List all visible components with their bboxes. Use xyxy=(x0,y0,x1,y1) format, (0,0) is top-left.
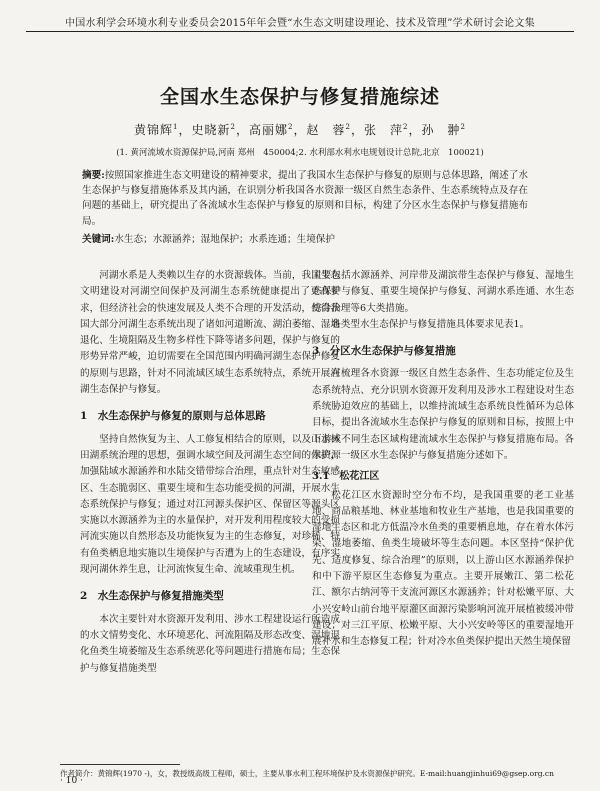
section-2-continued: 主要包括水源涵养、河岸带及湖滨带生态保护与修复、湿地生态保护与修复、重要生境保护与修复、河湖水系连通、水生态综合治理等6大类措施。 xyxy=(312,270,574,314)
abstract-text: 按照国家推进生态文明建设的精神要求，提出了我国水生态保护与修复的原则与总体思路，阐述了水生态保护与修复措施体系及其内涵，在识别分析我国各水资源一级区自然生态条件、生态系统特点及存在问题的基础上，研究提出了各流域水生态保护与修复的原则和目标，构建了分区水生态保护与修复措施布局。 xyxy=(82,170,528,227)
keywords-label: 关键词: xyxy=(82,234,115,245)
keywords xyxy=(82,232,528,247)
author: 史晓新$^2$ xyxy=(191,123,236,137)
author: 赵 蓉$^2$ xyxy=(306,123,351,137)
section-1-text: 坚持自然恢复为主、人工修复相结合的原则，以及山水林田湖系统治理的思想，强调水域空间及河湖生态空间的保护，加强陆域水源涵养和水陆交错带综合治理，重点针对生态敏感区、生态脆弱区、重要生境和生态功能受损的河湖，开展水生态系统保护与修复；通过对江河源头保护区、保留区等源头区实施以水源涵养为主的水量保护，对开发利用程度较大的受损河流实施以自然形态及功能恢复为主的生态修复，对珍稀、特有鱼类栖息地实施以生境保护与否遭为上的生态建设，有序实现河湖休养生息，让河流恢复生命、流域重现生机。 xyxy=(80,433,340,576)
section-2-table-ref: 各类型水生态保护与修复措施具体要求见表1。 xyxy=(331,318,530,330)
section-3-1-text: 松花江区水资源时空分布不均，是我国重要的老工业基地、商品粮基地、林业基地和牧业生产基地，也是我国重要的湿地生态区和北方低温冷水鱼类的重要栖息地，存在着水体污染、湿地萎缩、鱼类生境破坏等生态问题。本区坚持“保护优先、适度修复、综合治理”的原则，以上游山区水源涵养保护和中下游平原区生态修复为重点。主要开展嫩江、第二松花江、额尔古纳河等干支流河源区水源涵养；针对松嫩平原、大小兴安岭山前台地平原灌区面源污染影响河流开展植被缓冲带建设；对三江平原、松嫩平原、大小兴安岭等区的重要湿地开展补水和生态修复工程；针对冷水鱼类保护提出天然生境保留 xyxy=(312,489,574,648)
left-column xyxy=(80,268,340,677)
author-footnote: 作者简介：黄锦辉(1970 -)，女，教授级高级工程师，硕士，主要从事水利工程环境保护及水资源保护研究。E-mail:huangjinhui69@gsep.org.cn xyxy=(60,769,554,778)
abstract-label: 摘要: xyxy=(82,170,105,181)
footnote-rule xyxy=(60,764,180,765)
keywords-text: 水生态；水源涵养；湿地保护；水系连通；生境保护 xyxy=(114,234,335,245)
author: 黄锦辉$^1$ xyxy=(134,123,179,137)
page-number: · 10 · xyxy=(60,776,83,786)
author: 高丽娜$^2$ xyxy=(249,123,294,137)
running-header: 中国水利学会环境水利专业委员会2015年年会暨“水生态文明建设理论、技术及管理”学术研讨会论文集 xyxy=(64,18,536,29)
section-3-1-heading: 3.1 松花江区 xyxy=(312,471,380,483)
section-3-text: 在梳理各水资源一级区自然生态条件、生态功能定位及生态系统特点、充分识别水资源开发利用及涉水工程建设对生态系统胁迫效应的基础上，以维持流域生态系统良性循环为总体目标，提出各流域水生态保护与修复的原则和目标，按照上中下游或不同生态区域构建流域水生态保护与修复措施布局。各水资源一级区水生态保护与修复措施分述如下。 xyxy=(312,368,574,461)
author: 孙 翀$^2$ xyxy=(421,123,466,137)
section-1-heading: 1 水生态保护与修复的原则与总体思路 xyxy=(80,410,266,423)
section-2-text: 本次主要针对水资源开发利用、涉水工程建设运行所造成的水文情势变化、水环境恶化、河流阻隔及形态改变、湿地退化鱼类生境萎缩及生态系统恶化等问题进行措施布局；生态保护与修复措施类型 xyxy=(80,613,340,674)
paper-title: 全国水生态保护与修复措施综述 xyxy=(159,86,440,108)
intro-paragraph: 河湖水系是人类赖以生存的水资源载体。当前，我国生态文明建设对河湖空间保护及河湖生态系统健康提出了更高要求，但经济社会的快速发展及人类不合理的开发活动，使得我国大部分河湖生态系统出现了诸如河道断流、湖泊萎缩、湿地退化、生境阻隔及生物多样性下降等诸多问题，保护与修复的形势异常严峻，迫切需要在全国范围内明确河湖生态保护修复的原则与思路，针对不同流域区域生态系统特点，系统开展河湖生态保护与修复。 xyxy=(80,270,340,396)
affiliation: (1. 黄河流域水资源保护局,河南 郑州 450004;2. 水利部水利水电规划设计总院,北京 100021) xyxy=(116,148,484,158)
section-2-heading: 2 水生态保护与修复措施类型 xyxy=(80,590,224,603)
header-rule xyxy=(26,31,574,32)
right-column xyxy=(312,268,574,651)
author-list: 黄锦辉$^1$，史晓新$^2$，高丽娜$^2$，赵 蓉$^2$，张 萍$^2$，孙 翀$^2$ xyxy=(134,123,466,137)
author: 张 萍$^2$ xyxy=(364,123,409,137)
section-3-heading: 3 分区水生态保护与修复措施 xyxy=(312,345,456,358)
abstract xyxy=(82,168,528,229)
